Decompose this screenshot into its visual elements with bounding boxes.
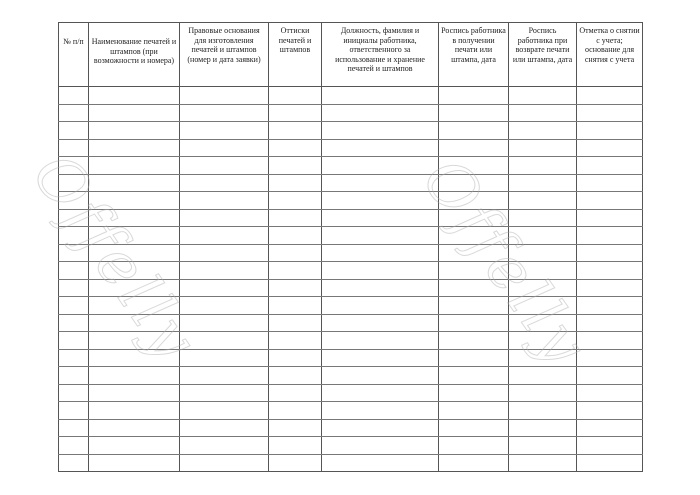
table-cell[interactable] (509, 157, 577, 175)
table-cell[interactable] (439, 157, 509, 175)
table-cell[interactable] (439, 297, 509, 315)
table-cell[interactable] (577, 122, 643, 140)
table-cell[interactable] (89, 157, 180, 175)
table-cell[interactable] (180, 192, 269, 210)
table-row (59, 332, 643, 350)
table-cell[interactable] (269, 419, 322, 437)
table-cell[interactable] (89, 122, 180, 140)
register-body (59, 87, 643, 472)
column-header-legal-basis: Правовые основания для изготовления печатей и штампов (номер и дата заявки) (180, 23, 269, 87)
table-cell[interactable] (439, 209, 509, 227)
table-cell[interactable] (322, 437, 439, 455)
table-cell[interactable] (269, 349, 322, 367)
table-cell[interactable] (180, 87, 269, 105)
table-cell[interactable] (509, 262, 577, 280)
table-cell[interactable] (322, 384, 439, 402)
table-cell[interactable] (577, 297, 643, 315)
table-row (59, 262, 643, 280)
table-cell[interactable] (439, 419, 509, 437)
table-cell[interactable] (180, 139, 269, 157)
column-header-impressions: Оттиски печатей и штампов (269, 23, 322, 87)
table-cell[interactable] (322, 314, 439, 332)
table-cell[interactable] (439, 454, 509, 472)
table-cell[interactable] (269, 297, 322, 315)
column-header-return-signature: Роспись работника при возврате печати или штампа, дата (509, 23, 577, 87)
table-cell[interactable] (89, 279, 180, 297)
table-cell[interactable] (439, 192, 509, 210)
table-cell[interactable] (577, 262, 643, 280)
table-cell[interactable] (89, 314, 180, 332)
table-cell[interactable] (269, 104, 322, 122)
table-row (59, 402, 643, 420)
table-cell[interactable] (322, 227, 439, 245)
table-cell[interactable] (269, 454, 322, 472)
table-row (59, 139, 643, 157)
table-row (59, 454, 643, 472)
table-cell[interactable] (577, 454, 643, 472)
column-header-seal-name: Наименование печатей и штампов (при возможности и номера) (89, 23, 180, 87)
table-cell[interactable] (509, 454, 577, 472)
table-cell[interactable] (439, 437, 509, 455)
table-cell[interactable] (269, 279, 322, 297)
table-cell[interactable] (180, 174, 269, 192)
table-cell[interactable] (439, 279, 509, 297)
table-cell[interactable] (180, 209, 269, 227)
table-cell[interactable] (577, 104, 643, 122)
table-cell[interactable] (59, 279, 89, 297)
table-cell[interactable] (180, 297, 269, 315)
table-cell[interactable] (59, 384, 89, 402)
table-row (59, 244, 643, 262)
column-header-responsible-employee: Должность, фамилия и инициалы работника, ответственного за использование и хранение печатей и штампов (322, 23, 439, 87)
table-cell[interactable] (269, 244, 322, 262)
table-row (59, 87, 643, 105)
table-cell[interactable] (509, 349, 577, 367)
table-cell[interactable] (180, 367, 269, 385)
table-cell[interactable] (509, 332, 577, 350)
table-cell[interactable] (322, 157, 439, 175)
table-cell[interactable] (322, 279, 439, 297)
table-cell[interactable] (509, 122, 577, 140)
table-cell[interactable] (59, 402, 89, 420)
table-cell[interactable] (269, 384, 322, 402)
table-cell[interactable] (180, 419, 269, 437)
table-cell[interactable] (439, 104, 509, 122)
table-cell[interactable] (439, 244, 509, 262)
table-cell[interactable] (180, 122, 269, 140)
table-cell[interactable] (59, 209, 89, 227)
table-row (59, 104, 643, 122)
table-cell[interactable] (269, 139, 322, 157)
table-cell[interactable] (322, 139, 439, 157)
table-cell[interactable] (59, 454, 89, 472)
table-cell[interactable] (322, 297, 439, 315)
table-cell[interactable] (89, 419, 180, 437)
table-cell[interactable] (89, 297, 180, 315)
table-cell[interactable] (59, 227, 89, 245)
table-cell[interactable] (269, 122, 322, 140)
table-cell[interactable] (439, 87, 509, 105)
table-cell[interactable] (269, 262, 322, 280)
table-cell[interactable] (439, 349, 509, 367)
table-cell[interactable] (180, 227, 269, 245)
header-row (59, 23, 643, 87)
table-cell[interactable] (322, 104, 439, 122)
table-cell[interactable] (180, 314, 269, 332)
table-cell[interactable] (269, 174, 322, 192)
table-row (59, 227, 643, 245)
table-cell[interactable] (577, 384, 643, 402)
table-cell[interactable] (89, 192, 180, 210)
table-cell[interactable] (439, 367, 509, 385)
table-row (59, 384, 643, 402)
table-cell[interactable] (509, 279, 577, 297)
table-cell[interactable] (180, 279, 269, 297)
table-cell[interactable] (509, 402, 577, 420)
table-cell[interactable] (322, 332, 439, 350)
table-cell[interactable] (577, 244, 643, 262)
table-cell[interactable] (509, 437, 577, 455)
table-cell[interactable] (89, 87, 180, 105)
table-cell[interactable] (59, 419, 89, 437)
table-cell[interactable] (180, 262, 269, 280)
table-cell[interactable] (89, 454, 180, 472)
table-cell[interactable] (89, 139, 180, 157)
table-cell[interactable] (180, 244, 269, 262)
table-cell[interactable] (577, 367, 643, 385)
table-cell[interactable] (577, 349, 643, 367)
table-cell[interactable] (59, 104, 89, 122)
table-cell[interactable] (322, 349, 439, 367)
table-cell[interactable] (509, 209, 577, 227)
table-cell[interactable] (322, 262, 439, 280)
table-cell[interactable] (89, 262, 180, 280)
table-cell[interactable] (577, 332, 643, 350)
table-row (59, 279, 643, 297)
table-cell[interactable] (89, 104, 180, 122)
table-cell[interactable] (509, 314, 577, 332)
table-cell[interactable] (577, 279, 643, 297)
table-cell[interactable] (89, 402, 180, 420)
table-row (59, 174, 643, 192)
table-cell[interactable] (577, 174, 643, 192)
table-cell[interactable] (59, 349, 89, 367)
table-cell[interactable] (59, 367, 89, 385)
table-cell[interactable] (269, 437, 322, 455)
table-cell[interactable] (509, 227, 577, 245)
table-cell[interactable] (322, 454, 439, 472)
table-cell[interactable] (577, 314, 643, 332)
table-cell[interactable] (180, 104, 269, 122)
table-cell[interactable] (322, 367, 439, 385)
watermark-left: Offelly (18, 140, 214, 376)
table-cell[interactable] (89, 367, 180, 385)
table-cell[interactable] (439, 262, 509, 280)
table-cell[interactable] (577, 209, 643, 227)
table-cell[interactable] (322, 122, 439, 140)
table-cell[interactable] (180, 157, 269, 175)
column-header-number: № п/п (59, 23, 89, 87)
table-cell[interactable] (577, 139, 643, 157)
table-cell[interactable] (180, 332, 269, 350)
table-cell[interactable] (509, 244, 577, 262)
table-cell[interactable] (59, 87, 89, 105)
table-cell[interactable] (180, 437, 269, 455)
table-cell[interactable] (269, 87, 322, 105)
table-cell[interactable] (59, 244, 89, 262)
table-cell[interactable] (439, 139, 509, 157)
table-cell[interactable] (322, 402, 439, 420)
table-cell[interactable] (509, 104, 577, 122)
table-cell[interactable] (180, 349, 269, 367)
table-row (59, 209, 643, 227)
table-cell[interactable] (59, 437, 89, 455)
table-cell[interactable] (269, 227, 322, 245)
table-row (59, 157, 643, 175)
table-row (59, 297, 643, 315)
table-cell[interactable] (439, 174, 509, 192)
table-cell[interactable] (577, 437, 643, 455)
table-cell[interactable] (439, 314, 509, 332)
table-cell[interactable] (577, 402, 643, 420)
table-cell[interactable] (322, 192, 439, 210)
table-cell[interactable] (89, 244, 180, 262)
table-cell[interactable] (509, 174, 577, 192)
table-cell[interactable] (89, 227, 180, 245)
table-row (59, 419, 643, 437)
table-cell[interactable] (89, 349, 180, 367)
table-cell[interactable] (439, 402, 509, 420)
table-cell[interactable] (59, 122, 89, 140)
table-cell[interactable] (509, 192, 577, 210)
table-cell[interactable] (269, 332, 322, 350)
table-cell[interactable] (269, 402, 322, 420)
table-cell[interactable] (59, 297, 89, 315)
table-cell[interactable] (59, 314, 89, 332)
column-header-deregistration: Отметка о снятии с учета; основание для снятия с учета (577, 23, 643, 87)
table-cell[interactable] (59, 174, 89, 192)
table-cell[interactable] (509, 419, 577, 437)
table-cell[interactable] (322, 174, 439, 192)
table-cell[interactable] (89, 209, 180, 227)
table-cell[interactable] (269, 314, 322, 332)
table-cell[interactable] (577, 227, 643, 245)
table-cell[interactable] (59, 192, 89, 210)
table-cell[interactable] (269, 157, 322, 175)
watermark-right: Offelly (408, 145, 604, 381)
table-cell[interactable] (180, 454, 269, 472)
table-cell[interactable] (180, 402, 269, 420)
table-cell[interactable] (577, 157, 643, 175)
table-cell[interactable] (509, 139, 577, 157)
table-cell[interactable] (59, 332, 89, 350)
table-cell[interactable] (59, 262, 89, 280)
column-header-receipt-signature: Роспись работника в получении печати или штампа, дата (439, 23, 509, 87)
table-cell[interactable] (439, 122, 509, 140)
table-cell[interactable] (322, 419, 439, 437)
table-cell[interactable] (59, 157, 89, 175)
table-cell[interactable] (577, 192, 643, 210)
table-cell[interactable] (89, 174, 180, 192)
table-cell[interactable] (269, 367, 322, 385)
table-cell[interactable] (89, 384, 180, 402)
table-cell[interactable] (509, 297, 577, 315)
table-cell[interactable] (509, 367, 577, 385)
table-cell[interactable] (59, 139, 89, 157)
table-cell[interactable] (322, 244, 439, 262)
table-cell[interactable] (89, 437, 180, 455)
table-row (59, 192, 643, 210)
table-cell[interactable] (439, 384, 509, 402)
table-cell[interactable] (509, 87, 577, 105)
table-cell[interactable] (322, 87, 439, 105)
table-row (59, 314, 643, 332)
table-cell[interactable] (577, 87, 643, 105)
table-cell[interactable] (509, 384, 577, 402)
table-cell[interactable] (180, 384, 269, 402)
table-row (59, 367, 643, 385)
table-row (59, 122, 643, 140)
table-row (59, 349, 643, 367)
table-cell[interactable] (269, 192, 322, 210)
table-cell[interactable] (439, 332, 509, 350)
table-cell[interactable] (439, 227, 509, 245)
table-cell[interactable] (577, 419, 643, 437)
table-cell[interactable] (89, 332, 180, 350)
table-cell[interactable] (269, 209, 322, 227)
table-cell[interactable] (322, 209, 439, 227)
table-row (59, 437, 643, 455)
seal-register-table (58, 22, 643, 472)
